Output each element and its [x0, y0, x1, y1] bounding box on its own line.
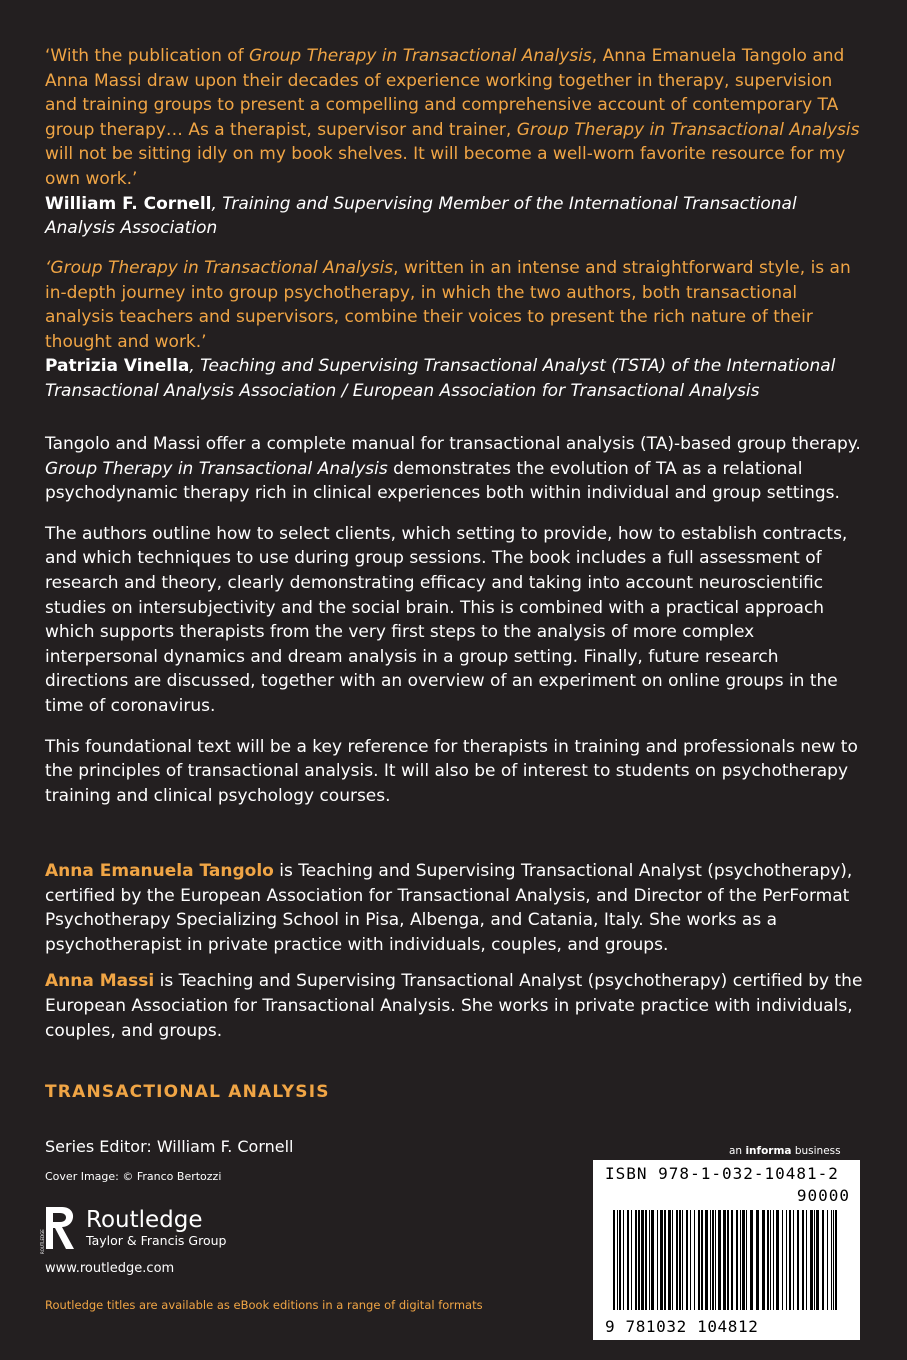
svg-text:ROUTLEDGE: ROUTLEDGE [40, 1229, 45, 1254]
barcode-bar [682, 1210, 683, 1310]
barcode-bar [623, 1210, 624, 1310]
barcode-bar [638, 1210, 640, 1310]
barcode-bar [698, 1210, 700, 1310]
description-paragraph-3: This foundational text will be a key reference for therapists in training and professionals new to the principles of transactional analysis. It will also be of interest to students on psychotherapy training and clinical psychology courses. [45, 736, 858, 806]
endorsement-2-text: ‘Group Therapy in Transactional Analysis, written in an intense and straightforward style, is an in-depth journey into group psychotherapy, in which the two authors, both transactional analysis teachers and supervisors, combine their voices to present the rich nature of their thought and work.’ [45, 258, 851, 352]
description [45, 432, 865, 808]
endorsement-2 [45, 256, 865, 404]
barcode-bar [789, 1210, 791, 1310]
barcode-bar [762, 1210, 765, 1310]
barcode-box [593, 1160, 860, 1340]
endorsement-2-attribution: Patrizia Vinella, Teaching and Supervising Transactional Analyst (TSTA) of the International Transactional Analysis Association / European Association for Transactional Analysis [45, 356, 836, 401]
barcode-bar [676, 1210, 678, 1310]
barcode-bar [802, 1210, 804, 1310]
description-paragraph-1: Tangolo and Massi offer a complete manual for transactional analysis (TA)-based group therapy. Group Therapy in Transactional Analysis demonstrates the evolution of TA as a relational psychodynamic therapy rich in clinical experiences both within individual and group settings. [45, 434, 861, 504]
barcode-bar [694, 1210, 695, 1310]
barcode-bar [814, 1210, 815, 1310]
barcode-bar [686, 1210, 688, 1310]
cover-image-credit: Cover Image: © Franco Bertozzi [45, 1170, 222, 1183]
barcode-bar [786, 1210, 787, 1310]
barcode-bar [617, 1210, 618, 1310]
price-code: 90000 [796, 1186, 850, 1205]
publisher-name: Routledge [86, 1207, 203, 1233]
author-bio-2: Anna Massi is Teaching and Supervising Transactional Analyst (psychotherapy) certified by the European Association for Transactional Analysis. She works in private practice with individuals, couples, and groups. [45, 971, 863, 1041]
barcode-bar [672, 1210, 673, 1310]
barcode-bar [641, 1210, 644, 1310]
barcode-bar [770, 1210, 771, 1310]
isbn-text: ISBN 978-1-032-10481-2 [605, 1164, 839, 1183]
barcode-bar [822, 1210, 824, 1310]
publisher-group: Taylor & Francis Group [86, 1233, 227, 1248]
endorsement-1-text: ‘With the publication of Group Therapy in Transactional Analysis, Anna Emanuela Tangolo and Anna Massi draw upon their decades of experience working together in therapy, supervision and training groups to present a compelling and comprehensive account of contemporary TA group therapy… As a therapist, supervisor and trainer, Group Therapy in Transactional Analysis will not be sitting idly on my book shelves. It will become a well-worn favorite resource for my own work.’ [45, 46, 860, 189]
barcode-bar [833, 1210, 834, 1310]
barcode-bar [731, 1210, 733, 1310]
barcode-bar [736, 1210, 738, 1310]
barcode-bar [651, 1210, 654, 1310]
barcode-bar [679, 1210, 681, 1310]
publisher-logo-text [86, 1207, 226, 1249]
barcode-bar [773, 1210, 774, 1310]
series-heading [45, 1082, 865, 1102]
barcode-bar [723, 1210, 726, 1310]
barcode-bar [660, 1210, 663, 1310]
barcode-bar [657, 1210, 658, 1310]
series-editor: Series Editor: William F. Cornell [45, 1137, 294, 1156]
barcode-bar [767, 1210, 769, 1310]
barcode-bar [718, 1210, 721, 1310]
ebook-note: Routledge titles are available as eBook editions in a range of digital formats [45, 1298, 483, 1312]
barcode-bar [797, 1210, 799, 1310]
barcode-bar [831, 1210, 832, 1310]
barcode-bars [613, 1210, 843, 1315]
barcode-bar [793, 1210, 794, 1310]
series-title: TRANSACTIONAL ANALYSIS [45, 1082, 330, 1102]
publisher-url[interactable]: www.routledge.com [45, 1261, 175, 1276]
author-bio-1: Anna Emanuela Tangolo is Teaching and Supervising Transactional Analyst (psychotherapy), certified by the European Association for Transactional Analysis, and Director of the PerFormat Psychotherapy Specializing School in Pisa, Albenga, and Catania, Italy. She works as a psychotherapist in private practice with individuals, couples, and groups. [45, 861, 853, 955]
description-paragraph-2: The authors outline how to select clients, which setting to provide, how to establish contracts, and which techniques to use during group sessions. The book includes a full assessment of research and theory, clearly demonstrating efficacy and taking into account neuroscientific studies on intersubjectivity and the social brain. This is combined with a practical approach which supports therapists from the very first steps to the analysis of more complex interpersonal dynamics and dream analysis in a group setting. Finally, future research directions are discussed, together with an overview of an experiment on online groups in the time of coronavirus. [45, 523, 848, 716]
barcode-bar [619, 1210, 621, 1310]
barcode-bar [740, 1210, 741, 1310]
barcode-bar [750, 1210, 753, 1310]
author-bios [45, 859, 865, 1043]
barcode-bar [613, 1210, 615, 1310]
routledge-r-logo-icon [42, 1205, 78, 1255]
barcode-bar [664, 1210, 666, 1310]
barcode-bar [710, 1210, 711, 1310]
barcode-bar [746, 1210, 747, 1310]
barcode-bar [645, 1210, 647, 1310]
barcode-bar [827, 1210, 828, 1310]
barcode-bar [701, 1210, 703, 1310]
barcode-bar [756, 1210, 759, 1310]
barcode-bar [690, 1210, 691, 1310]
barcode-bar [816, 1210, 819, 1310]
endorsement-1-attribution: William F. Cornell, Training and Supervising Member of the International Transactional Analysis Association [45, 193, 797, 239]
barcode-bar [835, 1210, 837, 1310]
barcode-bar [810, 1210, 813, 1310]
barcode-bar [712, 1210, 714, 1310]
barcode-bar [635, 1210, 637, 1310]
barcode-bar [806, 1210, 807, 1310]
informa-business-label: an informa business [729, 1145, 841, 1157]
barcode-bar [727, 1210, 729, 1310]
barcode-bar [742, 1210, 745, 1310]
barcode-bar [627, 1210, 629, 1310]
barcode-digits: 9 781032 104812 [605, 1317, 759, 1336]
barcode-bar [649, 1210, 650, 1310]
barcode-bar [631, 1210, 632, 1310]
barcode-bar [715, 1210, 716, 1310]
barcode-bar [668, 1210, 671, 1310]
barcode-bar [776, 1210, 779, 1310]
barcode-bar [782, 1210, 783, 1310]
endorsement-1 [45, 44, 865, 241]
barcode-bar [705, 1210, 708, 1310]
